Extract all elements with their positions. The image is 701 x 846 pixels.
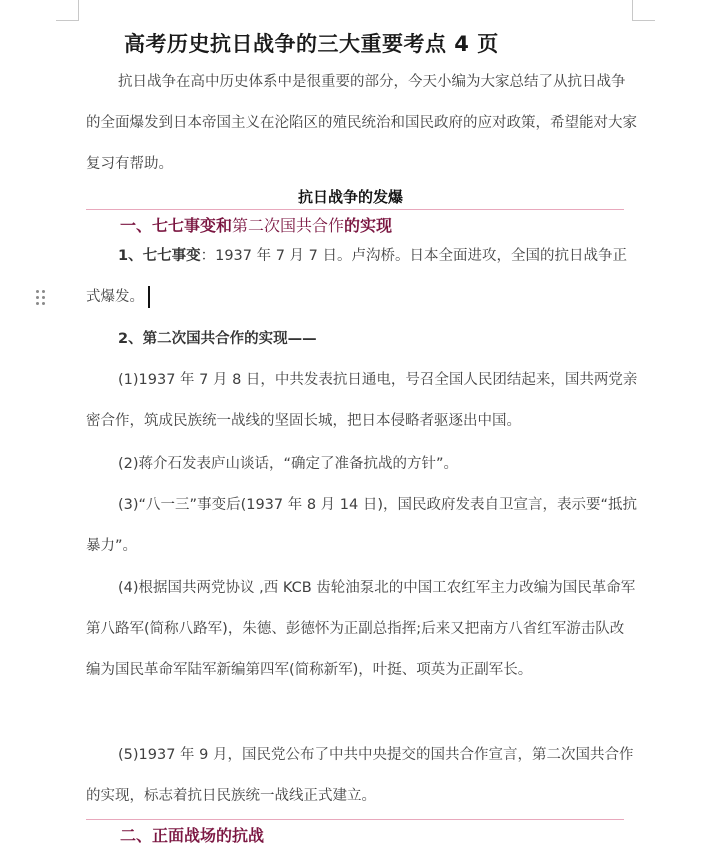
paragraph-5[interactable] bbox=[86, 735, 638, 817]
center-heading: 抗日战争的发爆 bbox=[297, 188, 403, 206]
paragraph-3[interactable] bbox=[86, 485, 638, 567]
section-divider bbox=[86, 819, 624, 820]
paragraph-4[interactable] bbox=[86, 568, 638, 691]
item-1-paragraph[interactable] bbox=[86, 236, 638, 318]
page-corner-mark-top-right bbox=[632, 0, 655, 21]
item-1-text: ：1937 年 7 月 7 日。卢沟桥。日本全面进攻，全国的抗日战争正式爆发。 bbox=[86, 248, 627, 305]
item-1-label: 1、七七事变 bbox=[118, 248, 201, 264]
intro-paragraph[interactable] bbox=[86, 62, 638, 185]
page-corner-mark-top-left bbox=[56, 0, 79, 21]
section-1-heading-part-a: 一、七七事变和 bbox=[120, 216, 233, 235]
text-cursor bbox=[148, 286, 150, 308]
item-2-paragraph[interactable] bbox=[86, 319, 638, 360]
section-1-heading-part-b: 第二次国共合作 bbox=[232, 216, 345, 235]
paragraph-1-text: (1)1937 年 7 月 8 日，中共发表抗日通电，号召全国人民团结起来，国共两党亲密合作，筑成民族统一战线的坚固长城，把日本侵略者驱逐出中国。 bbox=[86, 372, 638, 429]
section-2-heading: 二、正面战场的抗战 bbox=[120, 826, 265, 845]
section-divider bbox=[86, 209, 624, 210]
intro-text: 抗日战争在高中历史体系中是很重要的部分，今天小编为大家总结了从抗日战争的全面爆发到日本帝国主义在沦陷区的殖民统治和国民政府的应对政策，希望能对大家复习有帮助。 bbox=[86, 74, 637, 172]
paragraph-2-text: (2)蒋介石发表庐山谈话，“确定了准备抗战的方针”。 bbox=[118, 456, 459, 472]
paragraph-2[interactable] bbox=[86, 444, 638, 485]
paragraph-3-text: (3)“八一三”事变后(1937 年 8 月 14 日)，国民政府发表自卫宣言，表示要“抵抗暴力”。 bbox=[86, 497, 638, 554]
item-2-label: 2、第二次国共合作的实现—— bbox=[118, 331, 317, 347]
document-title: 高考历史抗日战争的三大重要考点 4 页 bbox=[124, 32, 499, 56]
paragraph-5-text: (5)1937 年 9 月，国民党公布了中共中央提交的国共合作宣言，第二次国共合作的实现，标志着抗日民族统一战线正式建立。 bbox=[86, 747, 634, 804]
paragraph-4-text: (4)根据国共两党协议 ,西 KCB 齿轮油泵北的中国工农红军主力改编为国民革命军第八路军(简称八路军)，朱德、彭德怀为正副总指挥;后来又把南方八省红军游击队改编为国民革命军陆军新编第四军(简称新军)，叶挺、项英为正副军长。 bbox=[86, 580, 636, 678]
drag-handle-icon[interactable] bbox=[36, 290, 48, 306]
section-1-heading bbox=[120, 213, 392, 236]
paragraph-1[interactable] bbox=[86, 360, 638, 442]
section-1-heading-part-c: 的实现 bbox=[344, 216, 393, 235]
